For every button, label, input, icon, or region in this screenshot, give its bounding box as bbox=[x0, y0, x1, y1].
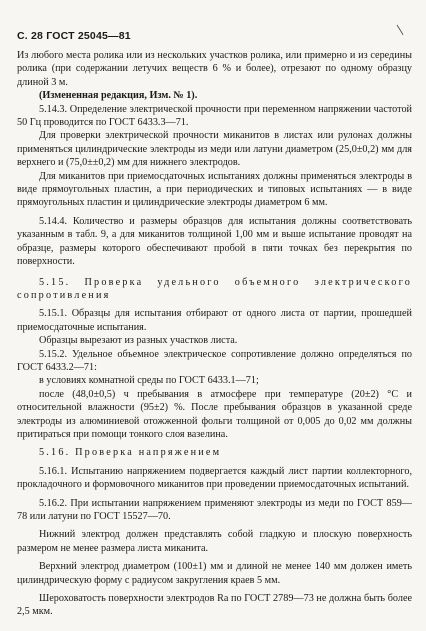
document-body bbox=[17, 49, 412, 619]
revision-note: (Измененная редакция, Изм. № 1). bbox=[39, 90, 198, 102]
paragraph: после (48,0±0,5) ч пребывания в атмосфере при температуре (20±2) °С и относительной влажности (95±2) %. После пребывания образцов в указанной среде электроды из алюминиевой отожженной фольги толщиной от 0,005 до 0,02 мм должны притираться при помощи тонкого слоя вазелина. bbox=[17, 388, 412, 440]
paragraph: Нижний электрод должен представлять собой гладкую и плоскую поверхность размером не менее размера листа миканита. bbox=[17, 529, 412, 554]
page-header: С. 28 ГОСТ 25045—81 bbox=[17, 30, 131, 42]
clause-5-15-1: 5.15.1. Образцы для испытания отбирают от одного листа от партии, прошедшей приемосдаточные испытания. bbox=[17, 308, 412, 333]
paragraph: Для проверки электрической прочности миканитов в листах или рулонах должны применяться цилиндрические электроды из меди или латуни диаметром (25,0±0,2) мм для верхнего и (75,0±±0,2) мм для нижнего электродов. bbox=[17, 130, 412, 169]
paragraph: в условиях комнатной среды по ГОСТ 6433.1—71; bbox=[39, 375, 259, 387]
paragraph: Из любого места ролика или из нескольких участков ролика, или примерно и из середины ролика (при содержании летучих веществ 6 % и более), отрезают по одному образцу длиной 3 м. bbox=[17, 50, 412, 88]
clause-5-15-2: 5.15.2. Удельное объемное электрическое сопротивление должно определяться по ГОСТ 6433.2—71: bbox=[17, 348, 412, 373]
clause-5-14-4: 5.14.4. Количество и размеры образцов для испытания должны соответствовать указанным в табл. 9, а для миканитов толщиной 1,00 мм и выше испытание проводят на образце, размеры которого обеспечивают пробой в пяти точках без перекрытия по поверхности. bbox=[17, 215, 412, 268]
paragraph: Для миканитов при приемосдаточных испытаниях должны применяться электроды в виде прямоугольных пластин, а при периодических и типовых испытаниях — в виде прямоугольных пластин и цилиндрические электроды диаметром 6 мм. bbox=[17, 170, 412, 209]
paragraph: Верхний электрод диаметром (100±1) мм и длиной не менее 140 мм должен иметь цилиндрическую форму с радиусом закругления краев 5 мм. bbox=[17, 561, 412, 586]
clause-5-16-2: 5.16.2. При испытании напряжением применяют электроды из меди по ГОСТ 859—78 или латуни по ГОСТ 15527—70. bbox=[17, 497, 412, 522]
clause-5-16-1: 5.16.1. Испытанию напряжением подвергается каждый лист партии коллекторного, прокладочного и формовочного миканитов при проведении приемосдаточных испытаний. bbox=[17, 465, 412, 491]
section-heading-5-15: 5.15. Проверка удельного объемного электрического сопротивления bbox=[17, 276, 412, 301]
corner-mark bbox=[396, 24, 404, 36]
paragraph: Шероховатость поверхности электродов Ra по ГОСТ 2789—73 не должна быть более 2,5 мкм. bbox=[17, 593, 412, 618]
clause-5-14-3: 5.14.3. Определение электрической прочности при переменном напряжении частотой 50 Гц проводится по ГОСТ 6433.3—71. bbox=[17, 103, 412, 129]
paragraph: Образцы вырезают из разных участков листа. bbox=[39, 335, 238, 347]
section-heading-5-16: 5.16. Проверка напряжением bbox=[39, 447, 222, 459]
